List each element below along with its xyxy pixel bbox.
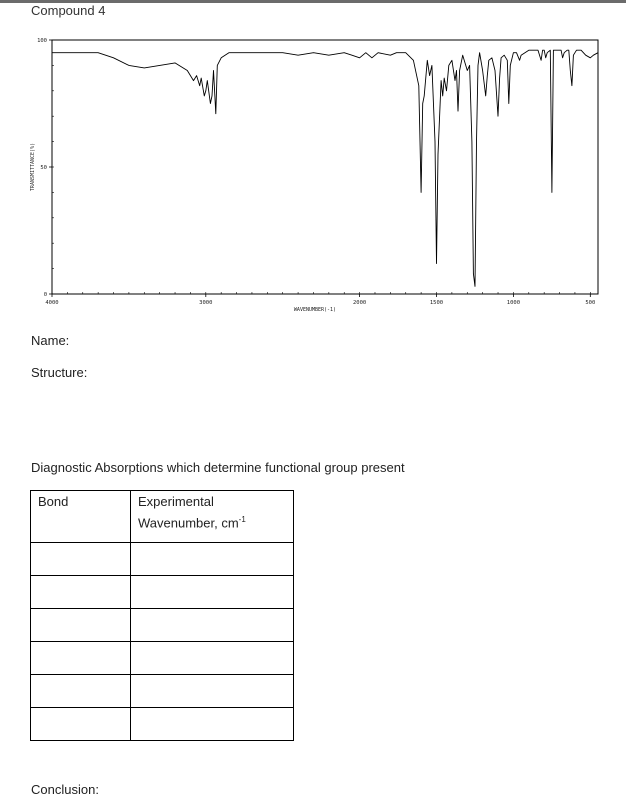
bond-cell[interactable] xyxy=(31,543,131,576)
wavenumber-cell[interactable] xyxy=(131,543,294,576)
wavenumber-cell[interactable] xyxy=(131,609,294,642)
x-tick-label: 1000 xyxy=(506,300,521,306)
conclusion-label: Conclusion: xyxy=(31,782,99,797)
table-row xyxy=(31,543,294,576)
x-tick-label: 4000 xyxy=(45,300,59,306)
bond-header: Bond xyxy=(38,494,69,509)
x-tick-label: 2000 xyxy=(352,300,367,306)
y-tick-label: 50 xyxy=(40,165,47,171)
page-title: Compound 4 xyxy=(31,3,106,18)
wavenumber-cell[interactable] xyxy=(131,642,294,675)
ir-spectrum-chart xyxy=(0,30,626,325)
table-row xyxy=(31,609,294,642)
plot-frame xyxy=(52,40,598,294)
y-axis-label: TRANSMITTANCE(%) xyxy=(30,142,36,192)
wavenumber-cell[interactable] xyxy=(131,675,294,708)
wavenumber-header-line2: Wavenumber, cm xyxy=(138,515,239,531)
spectrum-line xyxy=(52,50,598,286)
table-row xyxy=(31,576,294,609)
name-label: Name: xyxy=(31,333,70,348)
x-axis-label: WAVENUMBER(-1) xyxy=(293,307,337,313)
absorption-table xyxy=(30,490,294,741)
bond-cell[interactable] xyxy=(31,609,131,642)
bond-cell[interactable] xyxy=(31,642,131,675)
wavenumber-cell[interactable] xyxy=(131,708,294,741)
x-tick-label: 1500 xyxy=(429,300,444,306)
wavenumber-header-line1: Experimental xyxy=(138,494,214,509)
structure-label: Structure: xyxy=(31,365,88,380)
x-tick-label: 3000 xyxy=(199,300,213,306)
bond-cell[interactable] xyxy=(31,675,131,708)
table-row xyxy=(31,708,294,741)
bond-cell[interactable] xyxy=(31,576,131,609)
wavenumber-unit-exponent: -1 xyxy=(238,515,246,524)
table-header-row xyxy=(31,491,294,543)
bond-cell[interactable] xyxy=(31,708,131,741)
diagnostic-heading: Diagnostic Absorptions which determine functional group present xyxy=(31,460,405,475)
wavenumber-cell[interactable] xyxy=(131,576,294,609)
table-row xyxy=(31,675,294,708)
wavenumber-header xyxy=(131,491,293,534)
y-tick-label: 100 xyxy=(37,38,47,44)
table-row xyxy=(31,642,294,675)
x-tick-label: 500 xyxy=(585,300,596,306)
y-tick-label: 0 xyxy=(43,292,47,298)
